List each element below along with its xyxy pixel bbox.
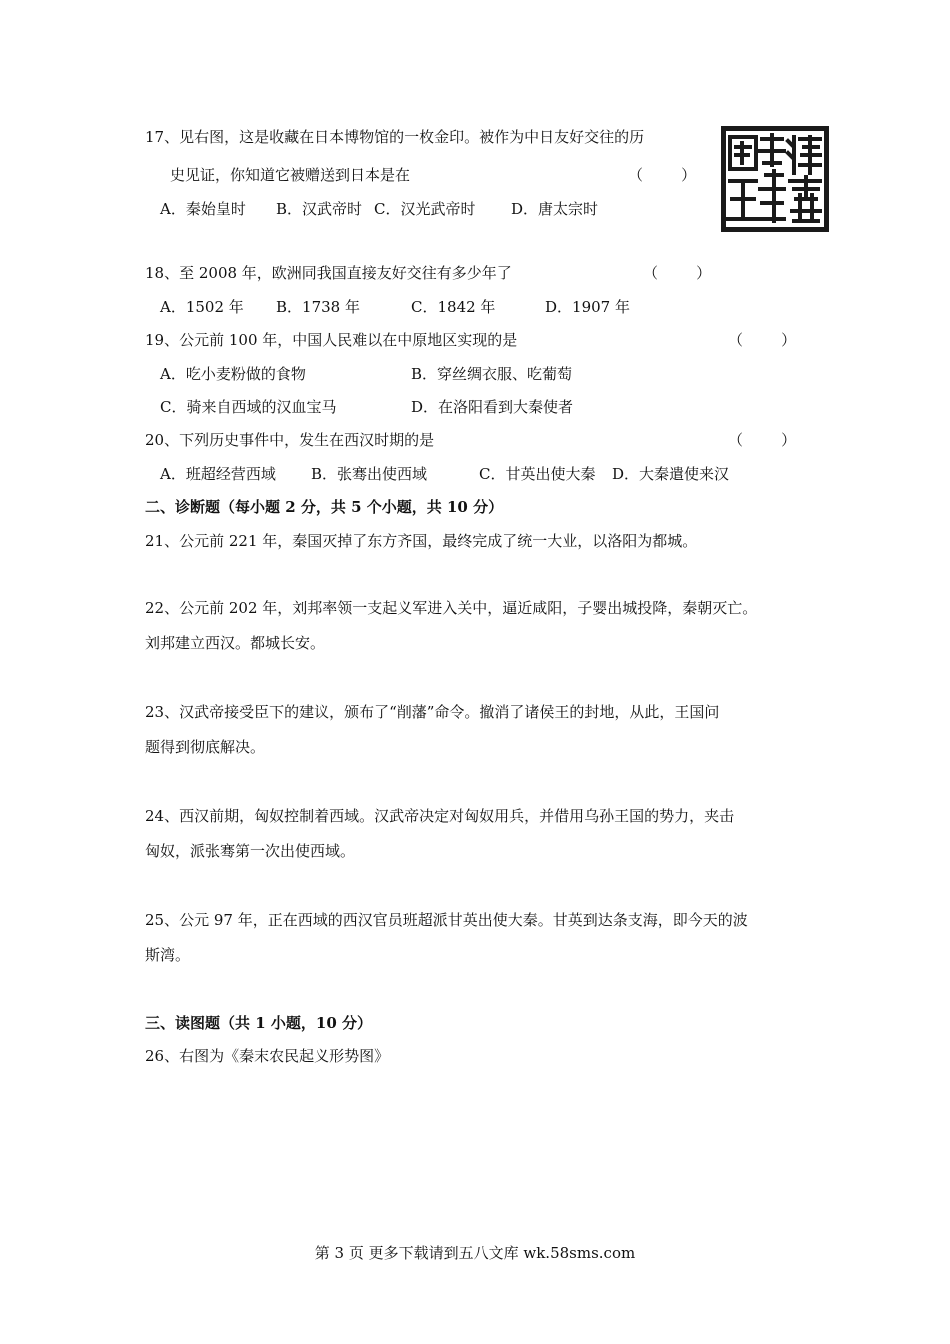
q22-statement-line2: 刘邦建立西汉。都城长安。 [145,634,326,652]
q19-stem: 19、公元前 100 年，中国人民难以在中原地区实现的是 [145,331,518,349]
q26-stem: 26、右图为《秦末农民起义形势图》 [145,1047,390,1065]
q20-option-c: C．甘英出使大秦 [479,465,596,483]
q17-option-a: A．秦始皇时 [160,200,246,218]
q23-statement-line1: 23、汉武帝接受臣下的建议，颁布了“削藩”命令。撤消了诸侯王的封地，从此，王国问 [145,703,720,721]
q18-option-a: A．1502 年 [160,298,244,316]
q17-option-c: C．汉光武帝时 [374,200,476,218]
q24-statement-line1: 24、西汉前期，匈奴控制着西域。汉武帝决定对匈奴用兵，并借用乌孙王国的势力，夹击 [145,807,735,825]
q21-statement: 21、公元前 221 年，秦国灭掉了东方齐国，最终完成了统一大业，以洛阳为都城。 [145,532,698,550]
q17-option-d: D．唐太宗时 [511,200,599,218]
q18-option-d: D．1907 年 [545,298,630,316]
q19-option-d: D．在洛阳看到大秦使者 [411,398,574,416]
q20-option-b: B．张骞出使西域 [311,465,428,483]
q18-option-b: B．1738 年 [276,298,360,316]
q19-option-b: B．穿丝绸衣服、吃葡萄 [411,365,573,383]
section2-title: 二、诊断题（每小题 2 分，共 5 个小题，共 10 分） [145,498,504,516]
q20-option-a: A．班超经营西域 [160,465,276,483]
q19-answer-paren: （ ） [728,331,797,349]
q17-stem-line2: 史见证，你知道它被赠送到日本是在 [170,166,411,184]
section3-title: 三、读图题（共 1 小题，10 分） [145,1014,372,1032]
q18-stem: 18、至 2008 年，欧洲同我国直接友好交往有多少年了 [145,264,512,282]
q22-statement-line1: 22、公元前 202 年，刘邦率领一支起义军进入关中，逼近咸阳，子婴出城投降，秦朝灭亡。 [145,599,758,617]
q20-stem: 20、下列历史事件中，发生在西汉时期的是 [145,431,435,449]
gold-seal-image [720,125,830,233]
page-footer: 第 3 页 更多下载请到五八文库 wk.58sms.com [314,1244,636,1262]
q20-answer-paren: （ ） [728,431,797,449]
q25-statement-line2: 斯湾。 [145,946,191,964]
q24-statement-line2: 匈奴，派张骞第一次出使西域。 [145,842,356,860]
q20-option-d: D．大秦遣使来汉 [612,465,730,483]
q18-answer-paren: （ ） [643,264,712,282]
q17-answer-paren: （ ） [628,166,697,184]
q18-option-c: C．1842 年 [411,298,496,316]
q17-option-b: B．汉武帝时 [276,200,363,218]
q25-statement-line1: 25、公元 97 年，正在西域的西汉官员班超派甘英出使大秦。甘英到达条支海，即今天的波 [145,911,748,929]
q17-stem-line1: 17、见右图，这是收藏在日本博物馆的一枚金印。被作为中日友好交往的历 [145,128,645,146]
q19-option-c: C．骑来自西域的汉血宝马 [160,398,337,416]
q23-statement-line2: 题得到彻底解决。 [145,738,266,756]
q19-option-a: A．吃小麦粉做的食物 [160,365,306,383]
